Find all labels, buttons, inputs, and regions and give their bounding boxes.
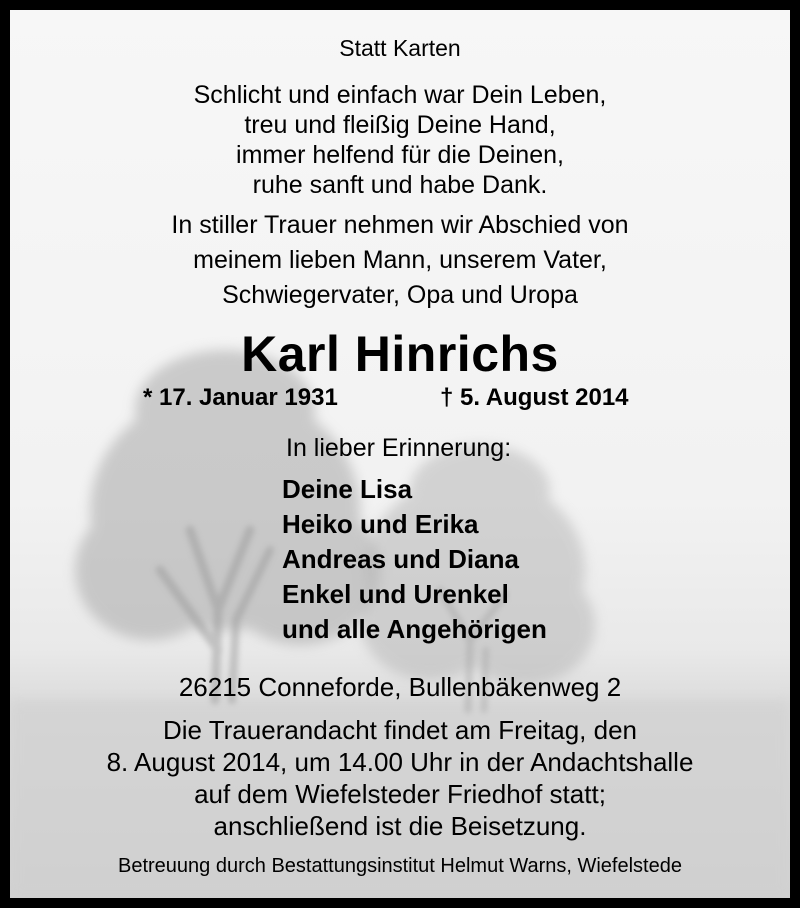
mourner-item: Deine Lisa: [282, 474, 413, 504]
intro-line: Schwiegervater, Opa und Uropa: [222, 281, 578, 309]
funeral-home-credit: Betreuung durch Bestattungsinstitut Helmut Warns, Wiefelstede: [118, 855, 682, 877]
service-block: [10, 714, 790, 842]
mourner-item: Heiko und Erika: [282, 509, 479, 539]
death-date: † 5. August 2014: [440, 384, 629, 411]
poem-line: ruhe sanft und habe Dank.: [252, 171, 548, 199]
birth-date: * 17. Januar 1931: [143, 384, 338, 411]
poem-block: [10, 80, 790, 200]
obituary-text: [10, 10, 790, 898]
memory-label: In lieber Erinnerung:: [286, 434, 512, 462]
deceased-name: Karl Hinrichs: [241, 326, 559, 382]
service-line: auf dem Wiefelsteder Friedhof statt;: [194, 779, 606, 809]
service-line: anschließend ist die Beisetzung.: [213, 811, 587, 841]
mourner-item: Andreas und Diana: [282, 544, 519, 574]
obituary-card: [10, 10, 790, 898]
family-address: 26215 Conneforde, Bullenbäkenweg 2: [178, 672, 622, 702]
notice-header: Statt Karten: [339, 35, 461, 61]
poem-line: immer helfend für die Deinen,: [236, 141, 564, 169]
intro-line: In stiller Trauer nehmen wir Abschied von: [171, 211, 629, 239]
intro-line: meinem lieben Mann, unserem Vater,: [193, 246, 607, 274]
mourner-item: und alle Angehörigen: [282, 614, 547, 644]
poem-line: Schlicht und einfach war Dein Leben,: [193, 81, 607, 109]
service-line: Die Trauerandacht findet am Freitag, den: [162, 715, 638, 745]
service-line: 8. August 2014, um 14.00 Uhr in der Andachtshalle: [106, 747, 694, 777]
mourners-list: [282, 472, 547, 647]
mourner-item: Enkel und Urenkel: [282, 579, 509, 609]
poem-line: treu und fleißig Deine Hand,: [244, 111, 556, 139]
intro-block: [10, 208, 790, 313]
